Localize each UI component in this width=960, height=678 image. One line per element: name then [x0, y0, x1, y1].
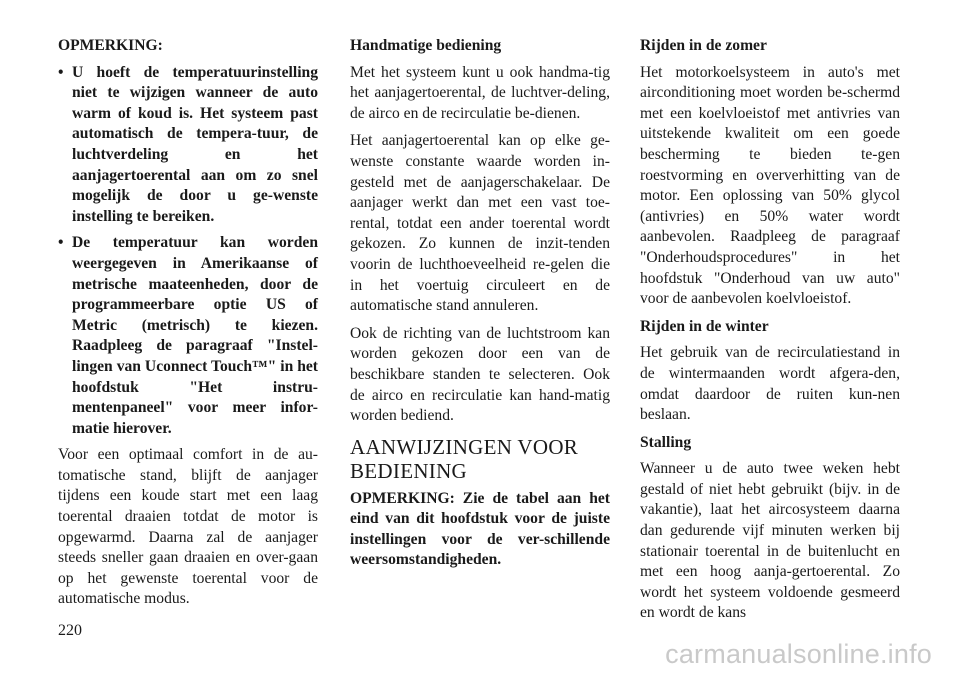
body-paragraph: Ook de richting van de luchtstroom kan worden gekozen door een van de beschikbare standen te selecteren. Ook de airco en recirculatie kan hand-matig worden bediend.	[350, 324, 610, 425]
section-heading-line1: AANWIJZINGEN VOOR	[350, 434, 579, 459]
subheading-summer: Rijden in de zomer	[640, 37, 767, 54]
column-right	[640, 36, 900, 631]
bullet-dot-icon: •	[58, 234, 64, 252]
column-middle	[350, 36, 610, 578]
section-heading-line2: BEDIENING	[350, 458, 468, 483]
bullet-dot-icon: •	[58, 63, 64, 81]
subheading-manual: Handmatige bediening	[350, 37, 502, 54]
body-paragraph: Het aanjagertoerental kan op elke ge-wenste constante waarde worden in-gesteld met de aanjagerschakelaar. De aanjager werkt dan met een vast toe-rental, totdat een ander toerental wordt gekozen. Zo kunnen de inzit-tenden voorin de luchthoeveelheid re-gelen die in het voertuig circuleert en de automatische stand annuleren.	[350, 132, 610, 315]
watermark: carmanualsonline.info	[665, 639, 932, 669]
body-paragraph: Met het systeem kunt u ook handma-tig het aanjagertoerental, de luchtver-deling, de airco en de recirculatie be-dienen.	[350, 63, 610, 122]
bullet-text: U hoeft de temperatuurinstelling niet te wijzigen wanneer de auto warm of koud is. Het systeem past automatisch de tempera-tuur, de luchtverdeling en het aanjagertoerental aan om zo snel mogelijk de door u ge-wenste instelling te bereiken.	[72, 63, 318, 225]
section-heading	[350, 435, 610, 483]
bullet-text: De temperatuur kan worden weergegeven in Amerikaanse of metrische maateenheden, door de programmeerbare optie US of Metric (metrisch) te kiezen. Raadpleeg de paragraaf "Instel-lingen van Uconnect Touch™" in het hoofdstuk "Het instru-mentenpaneel" voor meer infor-matie hierover.	[72, 234, 318, 437]
subheading-winter: Rijden in de winter	[640, 317, 769, 335]
column-left	[58, 36, 318, 617]
body-paragraph: Wanneer u de auto twee weken hebt gestald of niet hebt gebruikt (bijv. in de vakantie), laat het aircosysteem daarna dan gedurende vijf minuten werken bij stationair toerental in de buitenlucht en met een hoog aanja-gertoerental. Zo wordt het systeem voldoende gesmeerd en wordt de kans	[640, 460, 900, 622]
bullet-item	[58, 233, 318, 439]
page-number: 220	[58, 622, 82, 639]
body-paragraph: Het motorkoelsysteem in auto's met airconditioning moet worden be-schermd met een koelvloeistof met antivries van uitstekende kwaliteit om een goede bescherming te bieden te-gen roestvorming en oververhitting van de motor. Een oplossing van 50% glycol (antivries) en 50% water wordt aanbevolen. Raadpleeg de paragraaf "Onderhoudsprocedures" in het hoofdstuk "Onderhoud van uw auto" voor de aanbevolen koelvloeistof.	[640, 63, 900, 308]
subheading-storage: Stalling	[640, 433, 692, 451]
note-label: OPMERKING:	[58, 37, 163, 54]
body-paragraph: Het gebruik van de recirculatiestand in de wintermaanden wordt afgera-den, omdat daardoor de ruiten kun-nen beslaan.	[640, 344, 900, 424]
note-bullet-list	[58, 63, 318, 440]
bullet-item	[58, 63, 318, 228]
note-paragraph: OPMERKING: Zie de tabel aan het eind van dit hoofdstuk voor de juiste instellingen voor de ver-schillende weersomstandigheden.	[350, 489, 610, 569]
body-paragraph: Voor een optimaal comfort in de au-tomatische stand, blijft de aanjager tijdens een koude start met een laag toerental draaien totdat de motor is opgewarmd. Daarna zal de aanjager steeds sneller gaan draaien en over-gaan op het gewenste toerental voor de automatische modus.	[58, 446, 318, 608]
